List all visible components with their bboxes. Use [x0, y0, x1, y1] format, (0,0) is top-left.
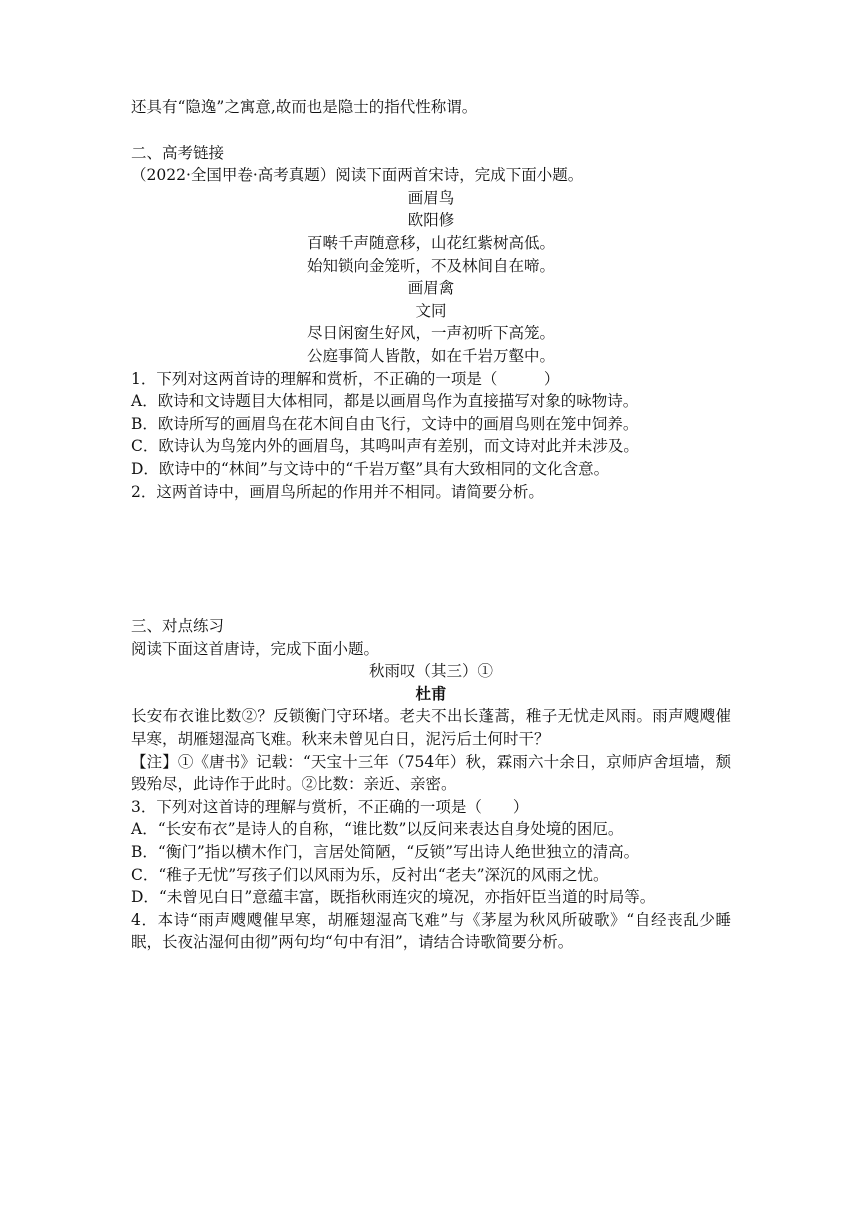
poem2-line: 尽日闲窗生好风，一声初听下高笼。	[306, 324, 555, 343]
question-1-option: C．欧诗认为鸟笼内外的画眉鸟，其鸣叫声有差别，而文诗对此并未涉及。	[131, 437, 639, 456]
question-3: 3．下列对这首诗的理解与赏析，不正确的一项是（ ）	[131, 797, 529, 816]
question-4: 4．本诗“雨声飕飕催早寒，胡雁翅湿高飞难”与《茅屋为秋风所破歌》“自经丧乱少睡眠，长夜沾湿何由彻”两句均“句中有泪”，请结合诗歌简要分析。	[131, 910, 731, 952]
question-3-option: A．“长安布衣”是诗人的自称，“谁比数”以反问来表达自身处境的困厄。	[131, 820, 624, 839]
poem1-title: 画眉鸟	[407, 188, 455, 207]
poem1-line: 百啭千声随意移，山花红紫树高低。	[306, 233, 555, 252]
question-3-option: B．“衡门”指以横木作门，言居处简陋，“反锁”写出诗人绝世独立的清高。	[131, 843, 640, 862]
poem3-text: 长安布衣谁比数②？反锁衡门守环堵。老夫不出长蓬蒿，稚子无忧走风雨。雨声飕飕催早寒，胡雁翅湿高飞难。秋来未曾见白日，泥污后土何时干？	[131, 707, 731, 749]
poem3-author: 杜甫	[415, 683, 447, 703]
poem2-line: 公庭事简人皆散，如在千岩万壑中。	[306, 346, 555, 365]
section2-source: （2022·全国甲卷·高考真题）阅读下面两首宋诗，完成下面小题。	[131, 166, 584, 185]
question-1-option: B．欧诗所写的画眉鸟在花木间自由飞行，文诗中的画眉鸟则在笼中饲养。	[131, 414, 639, 433]
poem1-line: 始知锁向金笼听，不及林间自在啼。	[306, 256, 555, 275]
question-2: 2．这两首诗中，画眉鸟所起的作用并不相同。请简要分析。	[131, 482, 544, 501]
question-3-option: C．“稚子无忧”写孩子们以风雨为乐，反衬出“老夫”深沉的风雨之忧。	[131, 865, 609, 884]
question-3-option: D．“未曾见白日”意蕴丰富，既指秋雨连灾的境况，亦指奸臣当道的时局等。	[131, 888, 656, 907]
section2-heading: 二、高考链接	[131, 143, 225, 162]
intro-tail-text: 还具有“隐逸”之寓意,故而也是隐士的指代性称谓。	[131, 98, 478, 116]
question-1: 1．下列对这两首诗的理解和赏析，不正确的一项是（ ）	[131, 369, 560, 388]
section3-instruction: 阅读下面这首唐诗，完成下面小题。	[131, 639, 380, 658]
section3-heading: 三、对点练习	[131, 617, 225, 636]
poem2-author: 文同	[415, 301, 447, 320]
poem1-author: 欧阳修	[407, 211, 455, 230]
document-page	[131, 96, 731, 954]
poem2-title: 画眉禽	[407, 279, 455, 298]
poem3-note: 【注】①《唐书》记载：“天宝十三年（754年）秋，霖雨六十余日，京师庐舍垣墙，颓毁殆尽，此诗作于此时。②比数：亲近、亲密。	[131, 752, 731, 794]
question-1-option: D．欧诗中的“林间”与文诗中的“千岩万壑”具有大致相同的文化含意。	[131, 459, 610, 478]
poem3-title: 秋雨叹（其三）①	[368, 662, 493, 681]
answer-space	[131, 503, 731, 615]
question-1-option: A．欧诗和文诗题目大体相同，都是以画眉鸟作为直接描写对象的咏物诗。	[131, 392, 639, 411]
